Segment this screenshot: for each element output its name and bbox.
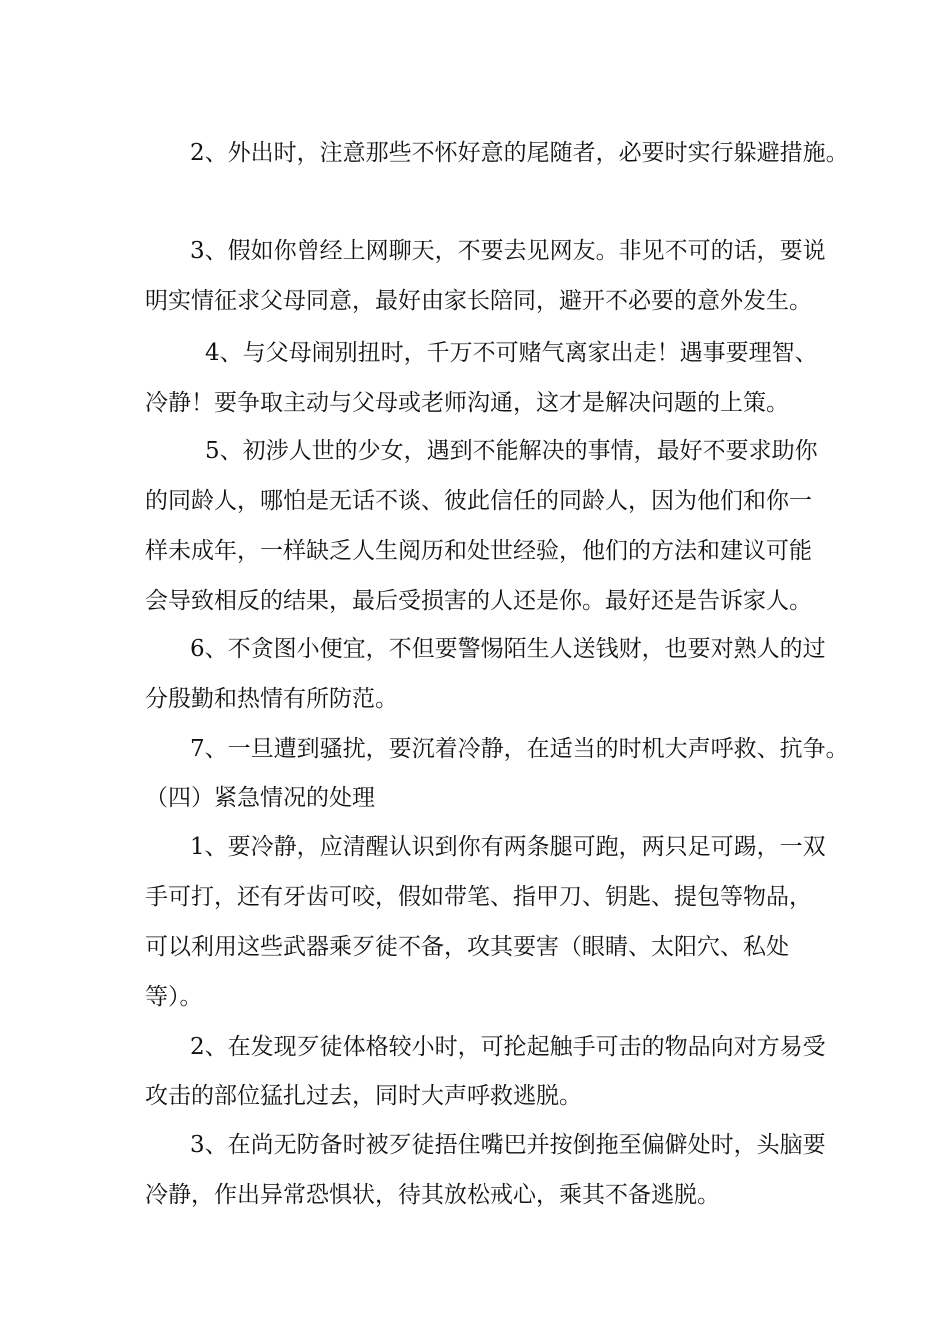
paragraph-line: 3、在尚无防备时被歹徒捂住嘴巴并按倒拖至偏僻处时，头脑要: [190, 1132, 826, 1158]
paragraph-line: 2、在发现歹徒体格较小时，可抡起触手可击的物品向对方易受: [190, 1034, 826, 1060]
paragraph-line: 样未成年，一样缺乏人生阅历和处世经验，他们的方法和建议可能: [145, 538, 812, 564]
paragraph-line: 4、与父母闹别扭时，千万不可赌气离家出走！遇事要理智、: [205, 340, 818, 366]
paragraph-line: 冷静！要争取主动与父母或老师沟通，这才是解决问题的上策。: [145, 390, 789, 416]
paragraph-line: 5、初涉人世的少女，遇到不能解决的事情，最好不要求助你: [205, 438, 818, 464]
paragraph-line: 明实情征求父母同意，最好由家长陪同，避开不必要的意外发生。: [145, 288, 812, 314]
paragraph-line: 分殷勤和热情有所防范。: [145, 686, 398, 712]
paragraph-line: 2、外出时，注意那些不怀好意的尾随者，必要时实行躲避措施。: [190, 140, 849, 166]
paragraph-line: 6、不贪图小便宜，不但要警惕陌生人送钱财，也要对熟人的过: [190, 636, 826, 662]
paragraph-line: 攻击的部位猛扎过去，同时大声呼救逃脱。: [145, 1083, 582, 1109]
paragraph-line: 的同龄人，哪怕是无话不谈、彼此信任的同龄人，因为他们和你一: [145, 488, 812, 514]
section-heading: （四）紧急情况的处理: [145, 785, 375, 811]
paragraph-line: 1、要冷静，应清醒认识到你有两条腿可跑，两只足可踢，一双: [190, 834, 826, 860]
paragraph-line: 等）。: [145, 984, 203, 1010]
paragraph-line: 冷静，作出异常恐惧状，待其放松戒心，乘其不备逃脱。: [145, 1182, 720, 1208]
paragraph-line: 3、假如你曾经上网聊天，不要去见网友。非见不可的话，要说: [190, 238, 826, 264]
paragraph-line: 可以利用这些武器乘歹徒不备，攻其要害（眼睛、太阳穴、私处: [145, 934, 789, 960]
paragraph-line: 会导致相反的结果，最后受损害的人还是你。最好还是告诉家人。: [145, 588, 812, 614]
paragraph-line: 手可打，还有牙齿可咬，假如带笔、指甲刀、钥匙、提包等物品，: [145, 884, 812, 910]
paragraph-line: 7、一旦遭到骚扰，要沉着冷静，在适当的时机大声呼救、抗争。: [190, 736, 849, 762]
